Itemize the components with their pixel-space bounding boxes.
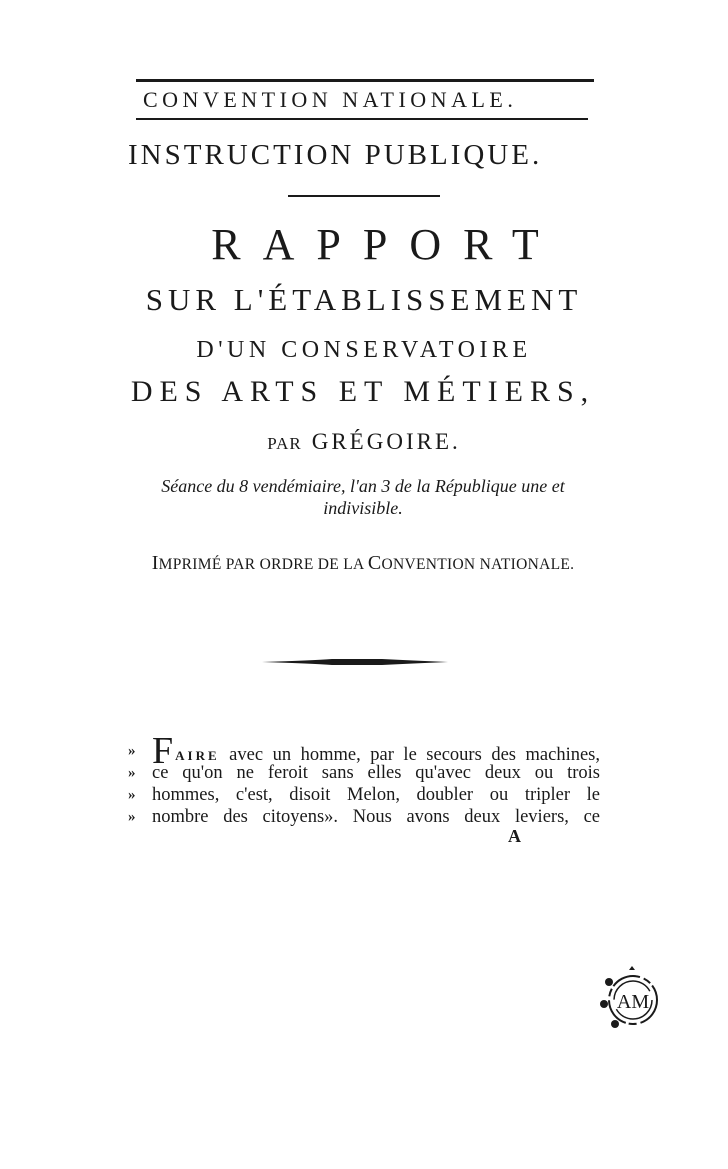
body-line-2	[128, 762, 600, 784]
imprint-c-letter: C	[367, 552, 382, 574]
guillemet-mark: »	[128, 809, 136, 825]
body-line-3	[128, 784, 600, 806]
stamp-label: AM	[616, 991, 650, 1013]
subtitle-line-2: D'UN CONSERVATOIRE	[196, 337, 532, 363]
body-line-1-text: avec un homme, par le secours des machines,	[219, 745, 600, 765]
subtitle-line-3: DES ARTS ET MÉTIERS,	[130, 375, 596, 408]
header-convention-nationale: CONVENTION NATIONALE.	[143, 87, 518, 112]
author-line	[0, 429, 728, 455]
section-title: INSTRUCTION PUBLIQUE.	[128, 139, 543, 171]
imprint-word: MPRIMÉ	[158, 556, 222, 573]
subtitle-line-1: SUR L'ÉTABLISSEMENT	[145, 282, 583, 317]
drop-cap: F	[152, 730, 174, 772]
guillemet-mark: »	[128, 765, 136, 781]
body-line-3-text: hommes, c'est, disoit Melon, doubler ou tripler le	[152, 785, 600, 805]
session-line-2: indivisible.	[323, 498, 403, 518]
ornament-divider-icon	[262, 657, 448, 667]
guillemet-mark: »	[128, 787, 136, 803]
body-line-1	[128, 730, 600, 772]
imprint-line	[128, 552, 598, 575]
library-stamp	[595, 960, 670, 1040]
imprint-middle: PAR ORDRE DE LA	[221, 556, 368, 573]
body-text	[128, 730, 600, 828]
body-line-4	[128, 806, 600, 828]
stamp-icon	[595, 960, 670, 1040]
guillemet-mark: »	[128, 743, 136, 759]
session-date	[128, 475, 598, 519]
author-name: GRÉGOIRE.	[311, 429, 461, 454]
body-line-2-text: ce qu'on ne feroit sans elles qu'avec deux ou trois	[152, 763, 600, 783]
author-prefix: PAR	[267, 434, 302, 453]
signature-mark: A	[508, 826, 521, 846]
body-line-4-text: nombre des citoyens». Nous avons deux leviers, ce	[152, 807, 600, 827]
session-line-1: Séance du 8 vendémiaire, l'an 3 de la République une et	[161, 476, 565, 496]
first-word-rest: AIRE	[175, 748, 220, 763]
header-bottom-rule	[136, 118, 588, 120]
main-title: RAPPORT	[211, 220, 561, 269]
imprint-c-rest: ONVENTION NATIONALE.	[381, 556, 575, 573]
header-top-rule	[136, 79, 594, 82]
imprint-first-letter: I	[151, 552, 159, 574]
section-divider-rule	[288, 195, 440, 197]
